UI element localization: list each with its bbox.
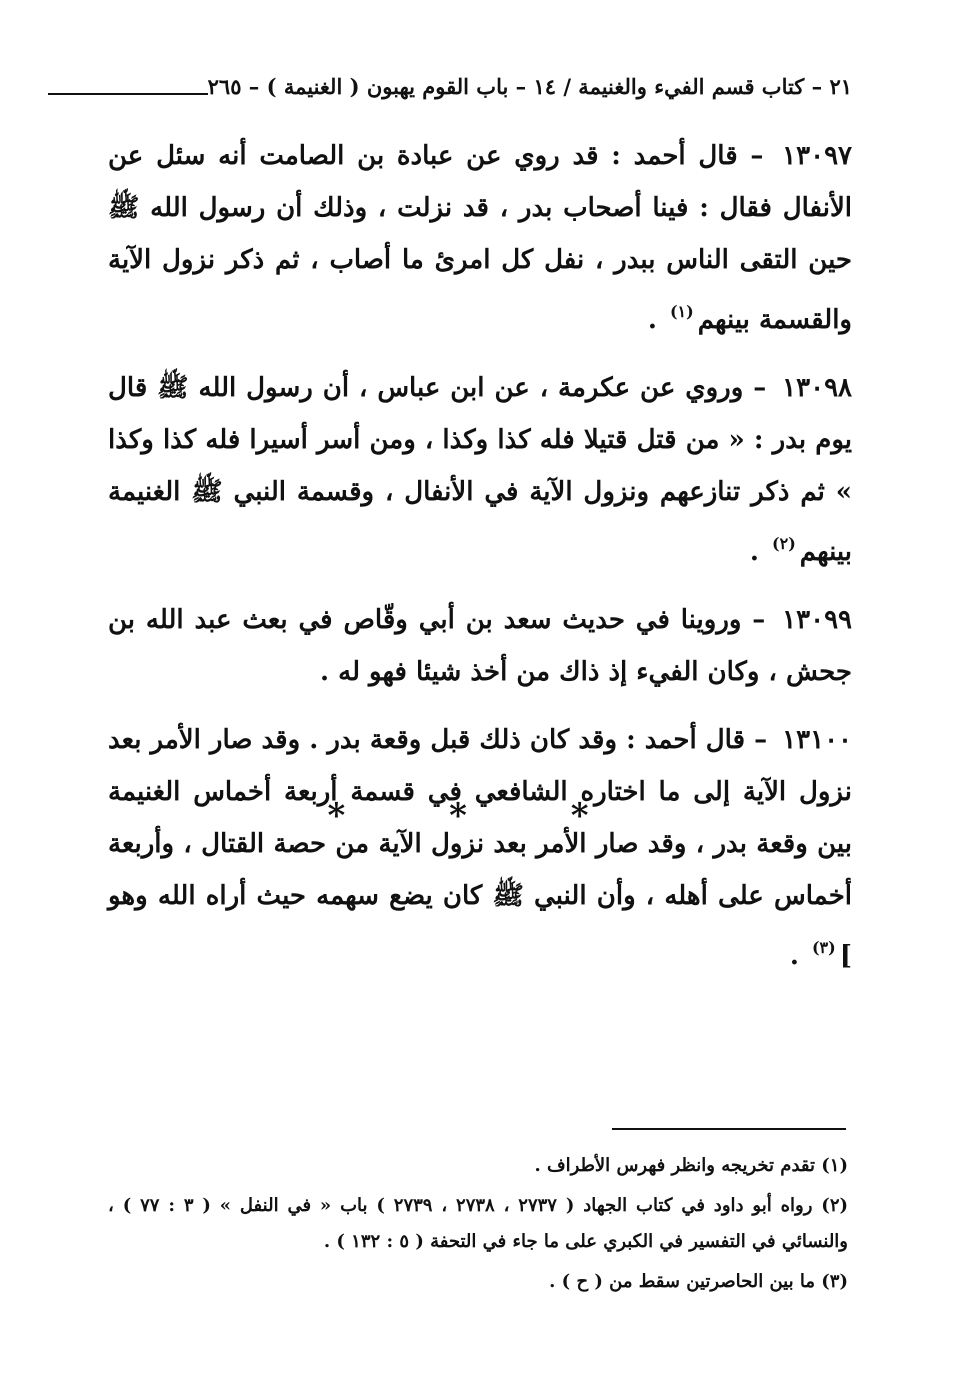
header-text: ٢١ – كتاب قسم الفيء والغنيمة / ١٤ – باب القوم يهبون ( الغنيمة ) – ٢٦٥ <box>207 74 852 99</box>
footnote-rule <box>612 1128 846 1130</box>
paragraph-end: . <box>749 537 769 567</box>
paragraph-13100 <box>108 714 852 982</box>
paragraph-number: ١٣١٠٠ <box>782 725 852 755</box>
footnote-3: (٣) ما بين الحاصرتين سقط من ( ح ) . <box>549 1271 848 1292</box>
footnote-ref: (١) <box>669 302 694 321</box>
footnote-ref: (٣) <box>811 938 836 957</box>
paragraph-number: ١٣٠٩٩ <box>782 605 852 635</box>
main-text <box>108 130 852 998</box>
paragraph-text: – قال أحمد : قد روي عن عبادة بن الصامت أنه سئل عن الأنفال فقال : فينا أصحاب بدر ، قد نزلت ، وذلك أن رسول الله ﷺ حين التقى الناس ببدر ، نفل كل امرئ ما أصاب ، ثم ذكر نزول الآية والقسمة بينهم <box>108 141 852 335</box>
footnotes <box>108 1148 848 1304</box>
paragraph-text: – وروي عن عكرمة ، عن ابن عباس ، أن رسول الله ﷺ قال يوم بدر : « من قتل قتيلا فله كذا وكذا ، ومن أسر أسيرا فله كذا وكذا » ثم ذكر تنازعهم ونزول الآية في الأنفال ، وقسمة النبي ﷺ الغنيمة بينهم <box>108 373 852 567</box>
paragraph-number: ١٣٠٩٧ <box>782 141 852 171</box>
footnote-2: (٢) رواه أبو داود في كتاب الجهاد ( ٢٧٣٧ ، ٢٧٣٨ ، ٢٧٣٩ ) باب « في النفل » ( ٣ : ٧٧ ) ، والنسائي في التفسير في الكبري على ما جاء في التحفة ( ٥ : ١٣٢ ) . <box>108 1195 849 1252</box>
paragraph-number: ١٣٠٩٨ <box>782 373 852 403</box>
paragraph-text: – وروينا في حديث سعد بن أبي وقّاص في بعث عبد الله بن جحش ، وكان الفيء إذ ذاك من أخذ شيئا فهو له . <box>108 605 852 687</box>
section-separator: * * * <box>327 796 635 836</box>
paragraph-13097 <box>108 130 852 346</box>
header-rule <box>48 93 208 95</box>
paragraph-13099 <box>108 594 852 698</box>
footnote-ref: (٢) <box>772 534 796 553</box>
paragraph-13098 <box>108 362 852 578</box>
paragraph-end: . <box>789 941 808 971</box>
paragraph-text: – قال أحمد : وقد كان ذلك قبل وقعة بدر . وقد صار الأمر بعد نزول الآية إلى ما اختاره الشافعي في قسمة أربعة أخماس الغنيمة بين وقعة بدر ، وقد صار الأمر بعد نزول الآية من حصة القتال ، وأربعة أخماس على أهله ، وأن النبي ﷺ كان يضع سهمه حيث أراه الله وهو ] <box>108 725 852 971</box>
running-header <box>108 74 852 99</box>
paragraph-end: . <box>647 305 666 335</box>
footnote-1: (١) تقدم تخريجه وانظر فهرس الأطراف . <box>534 1155 848 1176</box>
